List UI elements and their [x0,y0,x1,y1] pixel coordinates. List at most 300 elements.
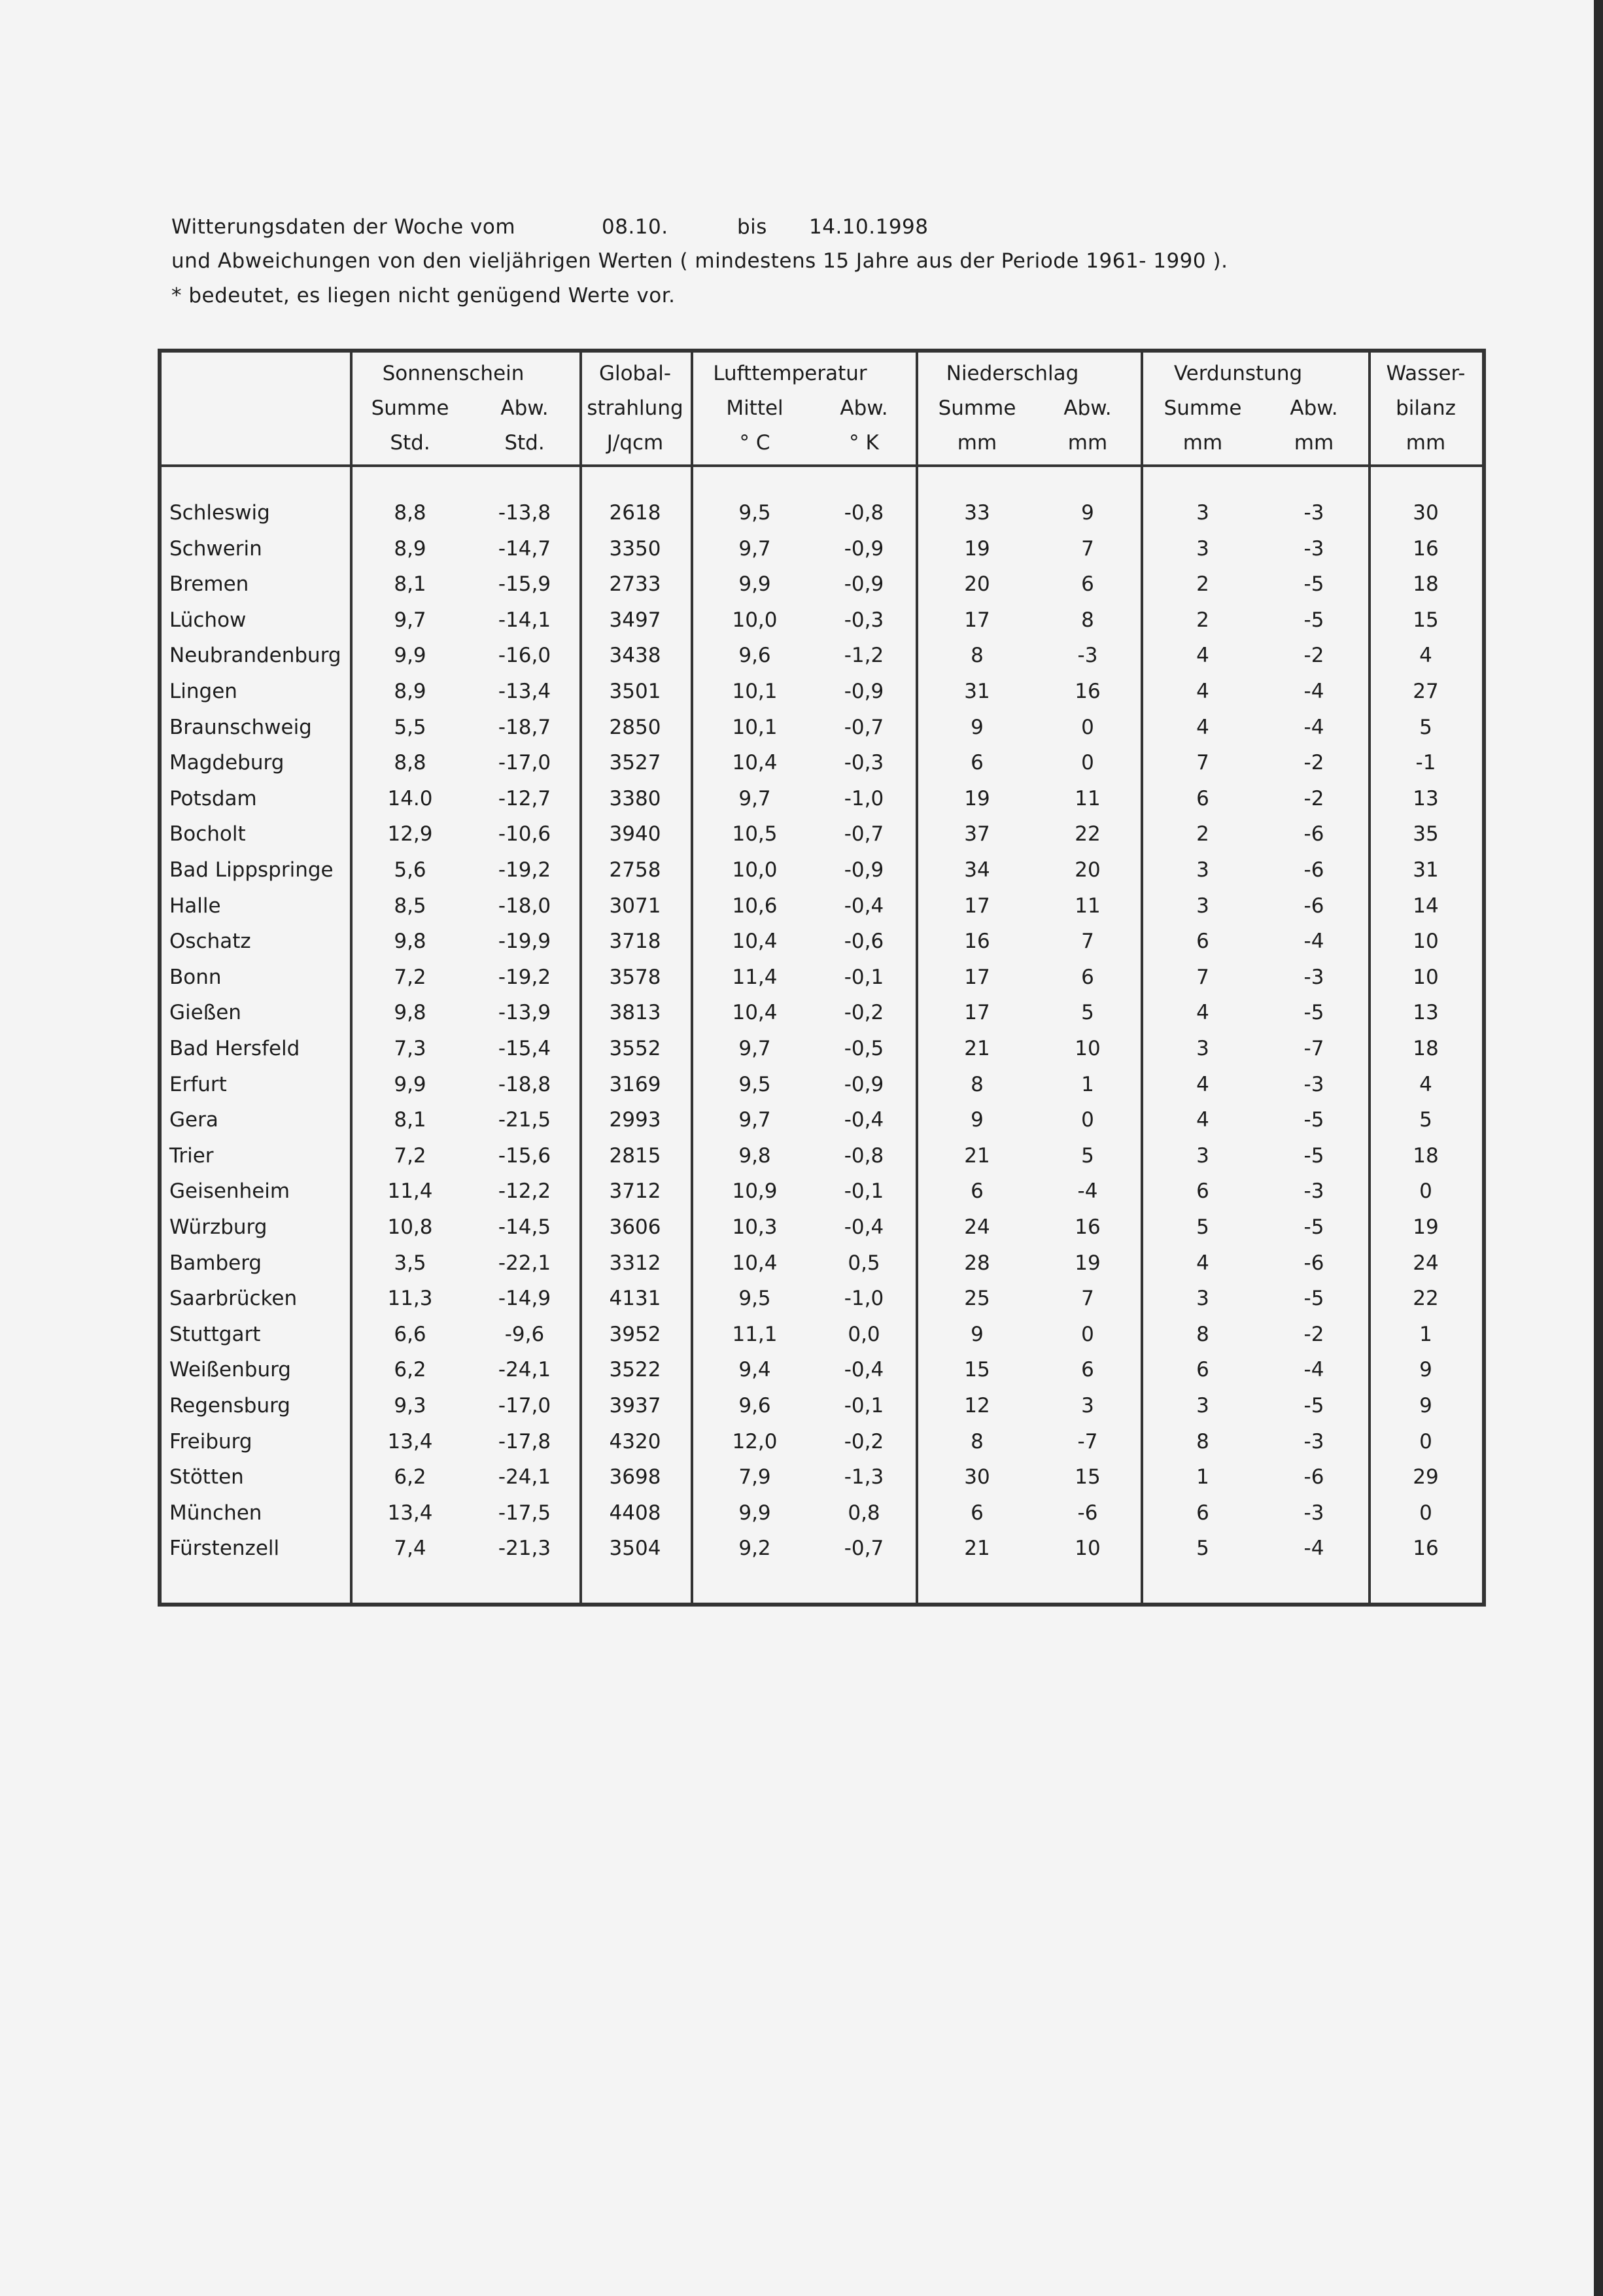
table-cell: -5 [1303,1215,1324,1239]
table-cell: 3578 [609,965,661,989]
table-cell: 2993 [609,1108,661,1132]
station-name: Bocholt [169,822,246,846]
table-cell: -0,2 [844,1430,884,1453]
station-name: Oschatz [169,930,251,953]
table-cell: -17,0 [498,1394,551,1418]
table-cell: 6 [1196,1501,1209,1525]
header-global-2: strahlung [587,396,683,420]
table-cell: 5 [1419,716,1432,739]
table-cell: 7,9 [738,1465,771,1489]
table-cell: 3 [1196,1394,1209,1418]
table-cell: 0 [1419,1179,1432,1203]
table-cell: -6 [1303,1251,1324,1275]
table-cell: 15 [1075,1465,1101,1489]
table-cell: 12,9 [387,822,433,846]
table-cell: 13,4 [387,1501,433,1525]
table-cell: 16 [964,930,990,953]
date-bis: bis [737,215,767,239]
station-name: Neubrandenburg [169,644,341,667]
table-cell: -3 [1077,644,1098,667]
table-cell: -19,9 [498,930,551,953]
table-cell: 10,1 [732,716,778,739]
station-name: Stuttgart [169,1323,261,1346]
table-cell: 16 [1075,680,1101,703]
table-cell: 9,5 [738,1287,771,1310]
station-name: Lüchow [169,608,247,632]
table-cell: 9,8 [738,1144,771,1168]
table-cell: 7 [1081,537,1094,561]
table-cell: 3 [1196,894,1209,918]
station-name: Lingen [169,680,237,703]
table-cell: -2 [1303,751,1324,774]
table-cell: 13 [1413,1001,1439,1024]
table-cell: 6 [1081,965,1094,989]
station-name: Bonn [169,965,222,989]
table-cell: -12,2 [498,1179,551,1203]
table-cell: 1 [1196,1465,1209,1489]
table-cell: 2815 [609,1144,661,1168]
table-cell: 0 [1081,716,1094,739]
header-temp-abw: Abw. [840,396,888,420]
table-cell: -4 [1077,1179,1098,1203]
column-divider [1141,353,1143,1603]
table-cell: 7,3 [394,1037,426,1060]
table-cell: -10,6 [498,822,551,846]
table-cell: 17 [964,894,990,918]
table-cell: -3 [1303,537,1324,561]
table-cell: 0 [1081,1108,1094,1132]
table-cell: 3718 [609,930,661,953]
table-cell: 5 [1081,1144,1094,1168]
table-cell: -7 [1077,1430,1098,1453]
table-cell: 6 [1196,787,1209,810]
table-cell: 3504 [609,1537,661,1560]
table-cell: -0,4 [844,894,884,918]
table-cell: 11 [1075,787,1101,810]
header-divider [162,464,1482,467]
station-name: Magdeburg [169,751,284,774]
table-cell: 10 [1075,1037,1101,1060]
table-cell: 37 [964,822,990,846]
column-divider [1368,353,1371,1603]
table-cell: 4 [1196,1001,1209,1024]
table-cell: 21 [964,1537,990,1560]
table-cell: 3438 [609,644,661,667]
table-cell: 6 [1196,930,1209,953]
header-nied-abw: Abw. [1063,396,1112,420]
station-name: Regensburg [169,1394,290,1418]
table-cell: 2850 [609,716,661,739]
header-nied-abw-unit: mm [1067,431,1108,455]
table-cell: -15,6 [498,1144,551,1168]
table-cell: 4131 [609,1287,661,1310]
table-cell: 7 [1081,930,1094,953]
station-name: Bamberg [169,1251,262,1275]
table-cell: 3 [1196,1144,1209,1168]
header-global-unit: J/qcm [606,431,664,455]
table-cell: 22 [1075,822,1101,846]
table-cell: -19,2 [498,858,551,882]
table-cell: 4 [1196,1073,1209,1096]
table-cell: 30 [964,1465,990,1489]
table-cell: -21,3 [498,1537,551,1560]
table-cell: 13,4 [387,1430,433,1453]
table-cell: -14,9 [498,1287,551,1310]
table-cell: 7,2 [394,1144,426,1168]
table-cell: 8 [971,1430,984,1453]
table-cell: -0,1 [844,1394,884,1418]
table-cell: 16 [1413,1537,1439,1560]
table-cell: 0,8 [848,1501,880,1525]
table-cell: 11,1 [732,1323,778,1346]
table-cell: -1,3 [844,1465,884,1489]
station-name: Potsdam [169,787,257,810]
column-divider [350,353,353,1603]
table-cell: 8,9 [394,680,426,703]
table-cell: 11 [1075,894,1101,918]
table-cell: -13,9 [498,1001,551,1024]
table-cell: 3497 [609,608,661,632]
station-name: Freiburg [169,1430,252,1453]
station-name: Saarbrücken [169,1287,298,1310]
table-cell: 19 [964,787,990,810]
table-cell: 3 [1196,858,1209,882]
station-name: Gera [169,1108,218,1132]
table-cell: 3169 [609,1073,661,1096]
table-cell: -3 [1303,501,1324,525]
table-cell: 9,6 [738,1394,771,1418]
table-cell: -14,7 [498,537,551,561]
table-cell: 0,5 [848,1251,880,1275]
station-name: Schwerin [169,537,262,561]
table-cell: 8 [1081,608,1094,632]
table-cell: 9,6 [738,644,771,667]
station-name: Halle [169,894,221,918]
header-sun-abw-unit: Std. [504,431,545,455]
table-cell: 7 [1081,1287,1094,1310]
header-sun-sum-unit: Std. [390,431,430,455]
header-wasser-2: bilanz [1396,396,1456,420]
station-name: Bad Lippspringe [169,858,334,882]
table-cell: -18,7 [498,716,551,739]
date-to: 14.10.1998 [809,215,929,239]
table-cell: 11,4 [732,965,778,989]
scan-edge [1594,0,1603,2296]
table-cell: 10 [1075,1537,1101,1560]
table-cell: -6 [1077,1501,1098,1525]
table-cell: 24 [1413,1251,1439,1275]
table-cell: 14 [1413,894,1439,918]
header-temp-mittel-unit: ° C [739,431,770,455]
table-cell: 20 [964,572,990,596]
table-cell: -3 [1303,965,1324,989]
table-cell: -6 [1303,1465,1324,1489]
table-cell: 30 [1413,501,1439,525]
table-cell: 2 [1196,822,1209,846]
header-nied-sum: Summe [938,396,1016,420]
table-cell: 10,3 [732,1215,778,1239]
table-cell: 19 [964,537,990,561]
table-cell: 9 [1081,501,1094,525]
table-cell: 19 [1413,1215,1439,1239]
table-cell: -1,0 [844,1287,884,1310]
header-verdunstung: Verdunstung [1173,362,1303,385]
table-cell: 3350 [609,537,661,561]
column-divider [579,353,582,1603]
table-cell: 9,3 [394,1394,426,1418]
table-cell: 21 [964,1144,990,1168]
table-cell: 0 [1419,1501,1432,1525]
table-cell: 6 [1196,1358,1209,1382]
table-cell: -3 [1303,1430,1324,1453]
table-cell: 5,6 [394,858,426,882]
table-cell: 10,9 [732,1179,778,1203]
table-cell: 28 [964,1251,990,1275]
table-cell: 3 [1081,1394,1094,1418]
table-cell: 4 [1196,680,1209,703]
header-temp-mittel: Mittel [726,396,784,420]
table-cell: -0,2 [844,1001,884,1024]
table-cell: -0,1 [844,1179,884,1203]
table-cell: 17 [964,608,990,632]
table-cell: -0,1 [844,965,884,989]
table-cell: -0,9 [844,537,884,561]
table-cell: 8 [1196,1323,1209,1346]
table-cell: 3 [1196,1037,1209,1060]
station-name: Geisenheim [169,1179,290,1203]
station-name: Würzburg [169,1215,267,1239]
table-cell: 8,1 [394,572,426,596]
table-cell: 2 [1196,608,1209,632]
table-cell: 8 [971,644,984,667]
table-cell: 14.0 [387,787,433,810]
table-cell: 1 [1419,1323,1432,1346]
table-cell: -5 [1303,1394,1324,1418]
table-cell: 3937 [609,1394,661,1418]
table-cell: 9 [1419,1358,1432,1382]
table-cell: -13,8 [498,501,551,525]
table-cell: 4 [1196,1108,1209,1132]
table-cell: 9,9 [394,1073,426,1096]
table-cell: 10,6 [732,894,778,918]
table-cell: -4 [1303,716,1324,739]
table-cell: 8,8 [394,751,426,774]
table-cell: 4 [1196,644,1209,667]
table-cell: 7 [1196,965,1209,989]
table-cell: 10,0 [732,608,778,632]
table-cell: 9,7 [738,1108,771,1132]
table-cell: 9,8 [394,930,426,953]
table-cell: -24,1 [498,1465,551,1489]
table-cell: 3071 [609,894,661,918]
table-cell: 33 [964,501,990,525]
table-cell: -4 [1303,680,1324,703]
table-cell: 9,9 [738,1501,771,1525]
table-cell: 10,8 [387,1215,433,1239]
table-cell: 3 [1196,537,1209,561]
header-verd-sum-unit: mm [1182,431,1223,455]
table-cell: 27 [1413,680,1439,703]
table-cell: -6 [1303,822,1324,846]
table-cell: -2 [1303,644,1324,667]
table-cell: 4320 [609,1430,661,1453]
table-cell: -0,5 [844,1037,884,1060]
table-cell: -17,8 [498,1430,551,1453]
table-cell: -0,8 [844,1144,884,1168]
table-cell: 2758 [609,858,661,882]
table-cell: -16,0 [498,644,551,667]
table-cell: 9,7 [738,537,771,561]
table-cell: -0,4 [844,1215,884,1239]
table-cell: -12,7 [498,787,551,810]
table-cell: 7,2 [394,965,426,989]
table-cell: 17 [964,965,990,989]
station-name: Bad Hersfeld [169,1037,300,1060]
table-cell: 10,4 [732,1251,778,1275]
table-cell: 6,2 [394,1358,426,1382]
table-cell: -22,1 [498,1251,551,1275]
header-verd-sum: Summe [1163,396,1242,420]
table-cell: 3552 [609,1037,661,1060]
table-cell: 16 [1075,1215,1101,1239]
table-cell: 3522 [609,1358,661,1382]
table-cell: -0,7 [844,1537,884,1560]
table-cell: 9,7 [394,608,426,632]
table-cell: 13 [1413,787,1439,810]
table-cell: 19 [1075,1251,1101,1275]
table-cell: -3 [1303,1073,1324,1096]
station-name: Bremen [169,572,249,596]
table-cell: 0 [1081,751,1094,774]
table-cell: 8,5 [394,894,426,918]
table-cell: 4408 [609,1501,661,1525]
table-cell: -0,7 [844,716,884,739]
table-cell: 3 [1196,501,1209,525]
table-cell: 8 [1196,1430,1209,1453]
table-cell: 1 [1081,1073,1094,1096]
table-cell: 5 [1196,1537,1209,1560]
table-cell: 24 [964,1215,990,1239]
table-cell: 9,4 [738,1358,771,1382]
table-cell: 0,0 [848,1323,880,1346]
intro-line-deviation: und Abweichungen von den vieljährigen Werten ( mindestens 15 Jahre aus der Periode 1961- 1990 ). [171,249,1228,273]
intro-label: Witterungsdaten der Woche vom [171,215,516,239]
table-cell: -4 [1303,1358,1324,1382]
table-cell: 18 [1413,1144,1439,1168]
table-cell: 10,4 [732,1001,778,1024]
date-from: 08.10. [602,215,668,239]
table-cell: -1,2 [844,644,884,667]
table-cell: 3698 [609,1465,661,1489]
table-cell: 8,8 [394,501,426,525]
table-cell: -7 [1303,1037,1324,1060]
table-cell: -15,9 [498,572,551,596]
table-cell: 9,5 [738,1073,771,1096]
station-name: Erfurt [169,1073,227,1096]
table-cell: 0 [1081,1323,1094,1346]
table-cell: -6 [1303,858,1324,882]
table-cell: 3,5 [394,1251,426,1275]
header-verd-abw: Abw. [1290,396,1338,420]
header-sun-abw: Abw. [500,396,549,420]
table-cell: 18 [1413,1037,1439,1060]
table-cell: 3312 [609,1251,661,1275]
table-cell: 6,2 [394,1465,426,1489]
table-cell: -13,4 [498,680,551,703]
table-cell: 3952 [609,1323,661,1346]
table-cell: 3940 [609,822,661,846]
table-cell: 3606 [609,1215,661,1239]
table-cell: 6 [971,1179,984,1203]
table-cell: 12,0 [732,1430,778,1453]
table-cell: -5 [1303,608,1324,632]
table-cell: 12 [964,1394,990,1418]
table-cell: -6 [1303,894,1324,918]
column-divider [691,353,693,1603]
table-cell: 10,4 [732,751,778,774]
header-sonnenschein: Sonnenschein [382,362,525,385]
header-verd-abw-unit: mm [1294,431,1334,455]
table-cell: -5 [1303,1287,1324,1310]
table-cell: 4 [1196,716,1209,739]
table-cell: 3501 [609,680,661,703]
table-cell: 6 [1081,572,1094,596]
intro-line-week [171,215,929,239]
table-cell: 10,1 [732,680,778,703]
column-divider [916,353,918,1603]
table-cell: 6 [1081,1358,1094,1382]
table-cell: -0,9 [844,1073,884,1096]
table-cell: 10,5 [732,822,778,846]
table-cell: -0,3 [844,608,884,632]
station-name: Braunschweig [169,716,312,739]
table-cell: -21,5 [498,1108,551,1132]
table-cell: 6 [1196,1179,1209,1203]
weather-table [158,349,1486,1607]
table-cell: -3 [1303,1501,1324,1525]
table-cell: 5,5 [394,716,426,739]
table-cell: 0 [1419,1430,1432,1453]
table-cell: 6,6 [394,1323,426,1346]
table-cell: 29 [1413,1465,1439,1489]
table-cell: -0,8 [844,501,884,525]
station-name: Gießen [169,1001,241,1024]
table-cell: 6 [971,1501,984,1525]
table-cell: 2618 [609,501,661,525]
station-name: Weißenburg [169,1358,291,1382]
table-cell: 31 [1413,858,1439,882]
table-cell: 20 [1075,858,1101,882]
table-cell: -14,5 [498,1215,551,1239]
table-cell: -9,6 [504,1323,545,1346]
table-cell: 9,7 [738,787,771,810]
table-cell: 9 [971,1323,984,1346]
table-cell: -24,1 [498,1358,551,1382]
table-cell: 16 [1413,537,1439,561]
table-cell: -4 [1303,1537,1324,1560]
table-cell: -1,0 [844,787,884,810]
table-cell: 15 [964,1358,990,1382]
table-cell: -4 [1303,930,1324,953]
table-cell: -5 [1303,1108,1324,1132]
table-cell: 7 [1196,751,1209,774]
table-cell: 9,5 [738,501,771,525]
table-cell: -17,5 [498,1501,551,1525]
table-cell: -17,0 [498,751,551,774]
table-cell: 8,1 [394,1108,426,1132]
table-cell: -2 [1303,1323,1324,1346]
header-lufttemperatur: Lufttemperatur [713,362,867,385]
